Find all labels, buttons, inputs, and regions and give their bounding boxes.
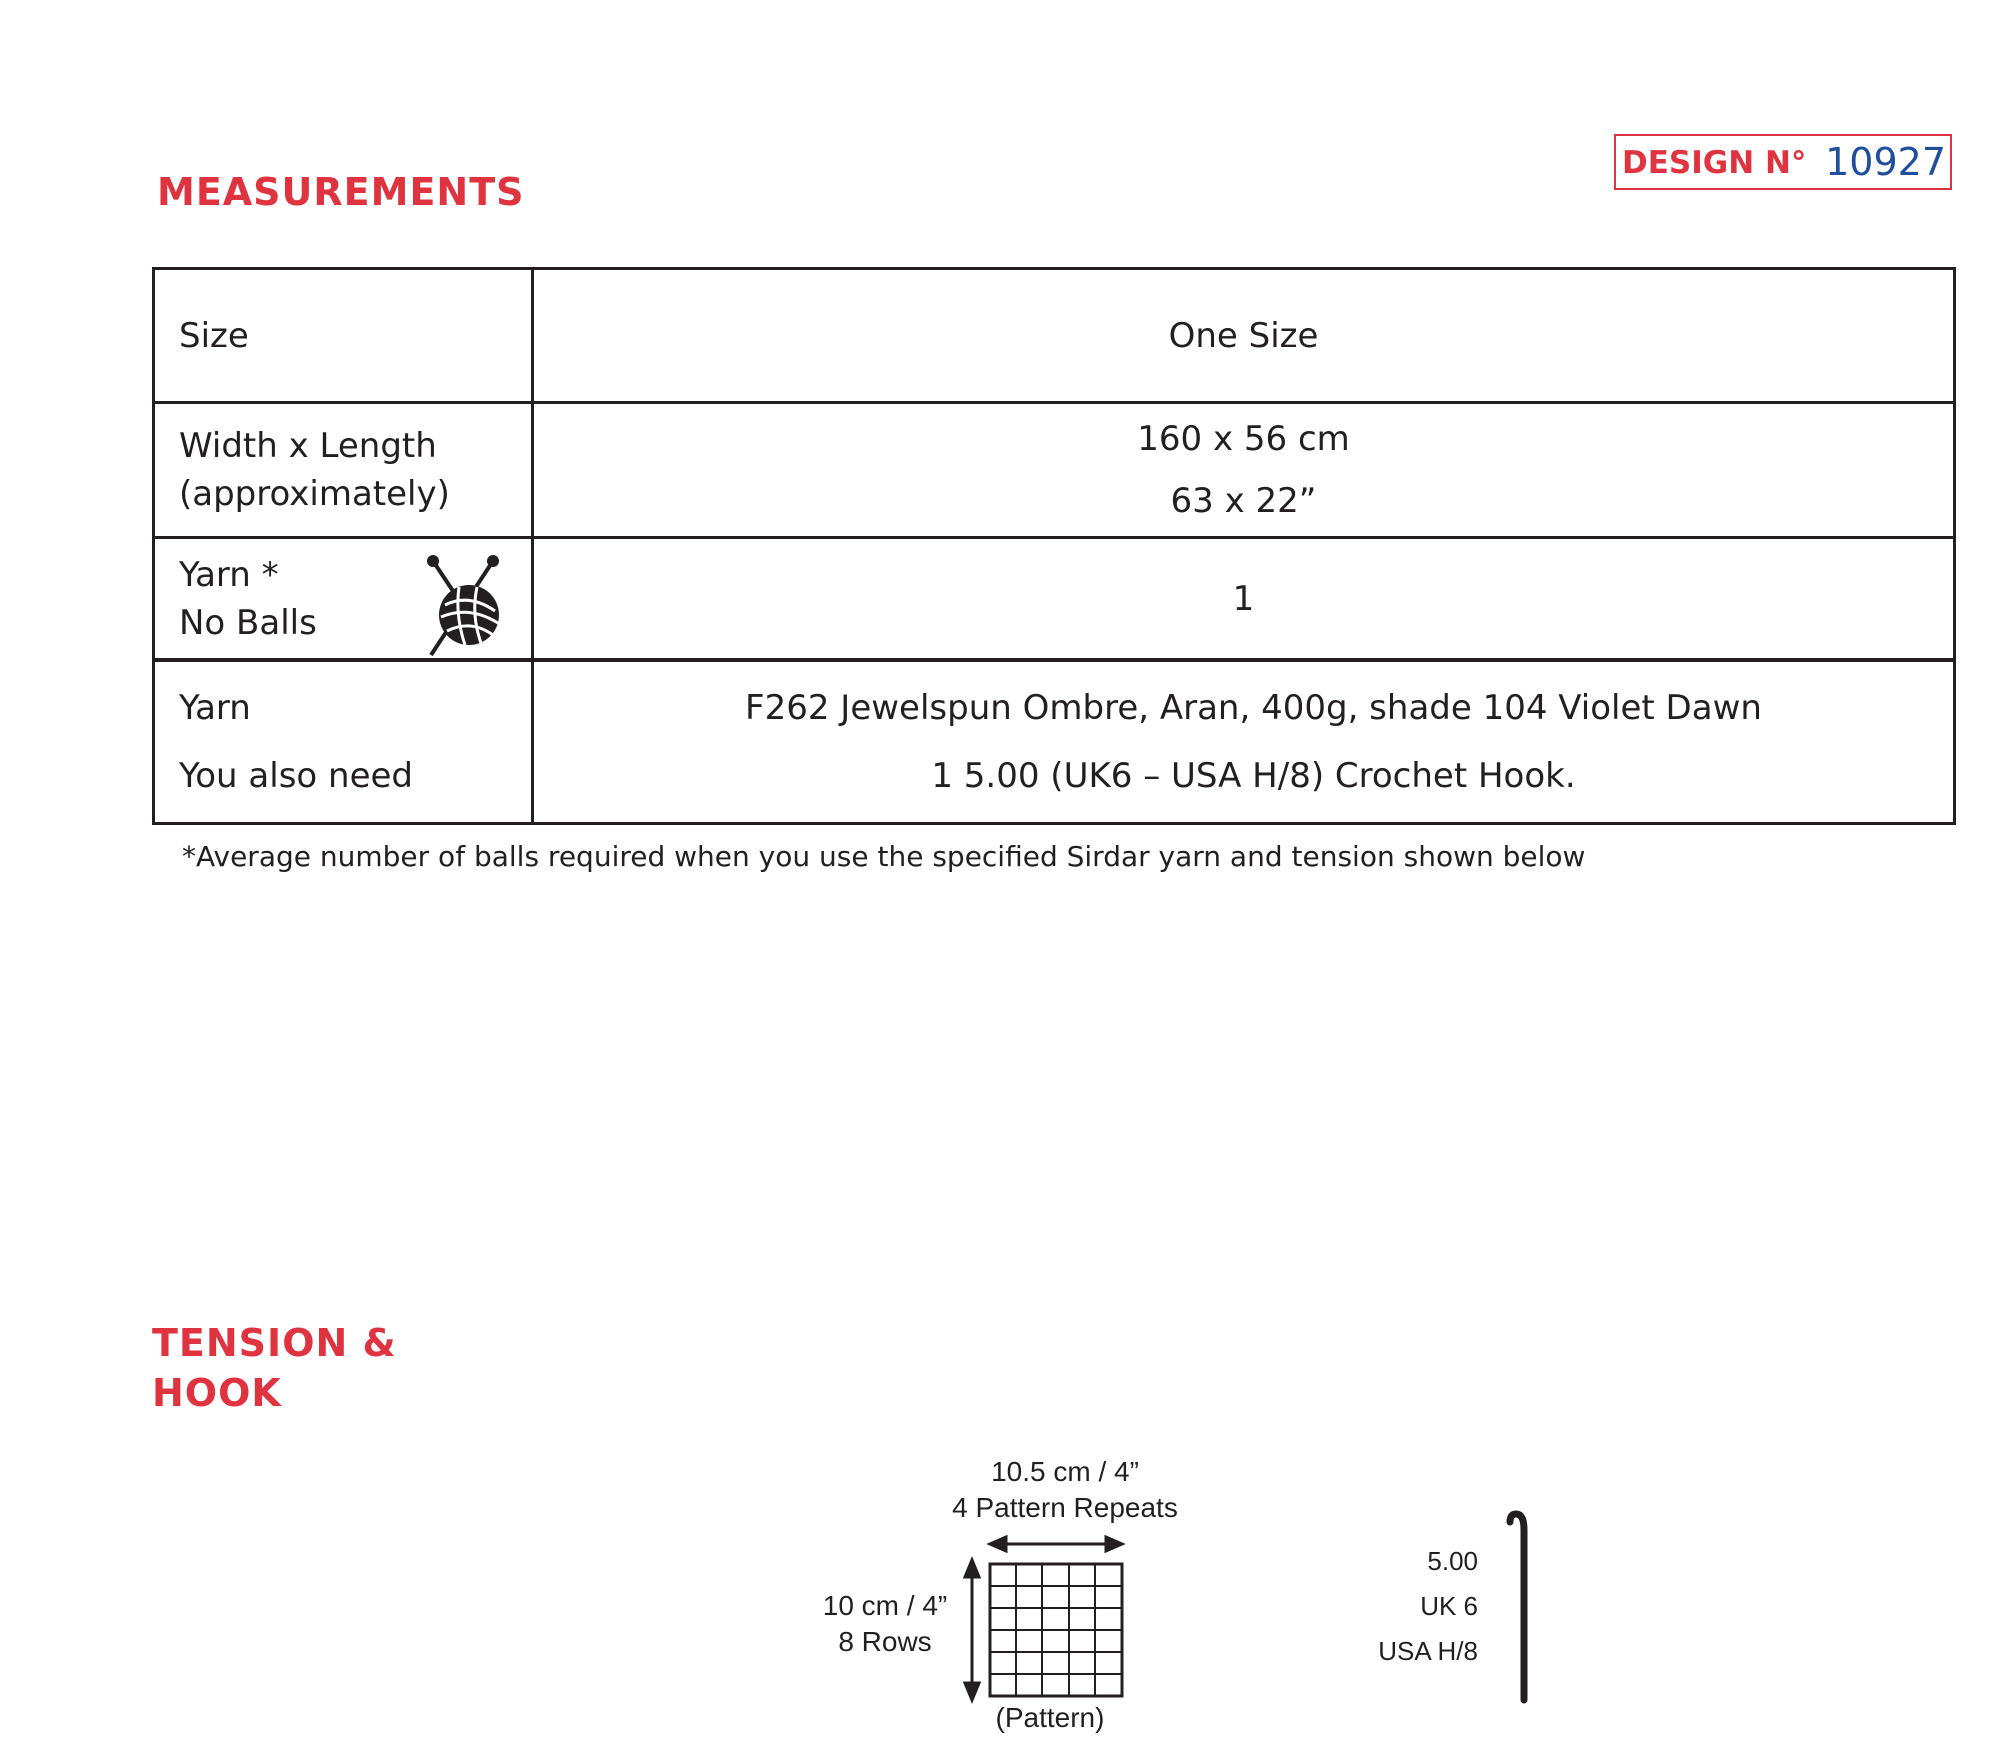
- width-length-cm: 160 x 56 cm: [1137, 419, 1350, 459]
- yarn-label: Yarn: [179, 688, 251, 728]
- width-length-in: 63 x 22”: [1170, 481, 1317, 521]
- width-length-label-line2: (approximately): [179, 474, 450, 514]
- tension-height-label: 10 cm / 4”: [822, 1590, 948, 1621]
- hook-uk-label: UK 6: [1420, 1591, 1478, 1621]
- hook-size-label: 5.00: [1427, 1546, 1478, 1576]
- balls-footnote: *Average number of balls required when you use the specified Sirdar yarn and tension shown below: [182, 840, 1586, 873]
- width-length-label-line1: Width x Length: [179, 426, 437, 466]
- crochet-hook-icon: [1510, 1514, 1524, 1700]
- tension-width-label: 10.5 cm / 4”: [991, 1456, 1139, 1487]
- tension-pattern-label: (Pattern): [995, 1702, 1105, 1733]
- tension-rows-label: 8 Rows: [838, 1626, 932, 1657]
- tension-repeats-label: 4 Pattern Repeats: [952, 1492, 1178, 1523]
- balls-label-line2: No Balls: [179, 602, 317, 643]
- size-value: One Size: [533, 269, 1955, 403]
- balls-label-line1: Yarn *: [179, 554, 279, 595]
- tension-heading-line2: HOOK: [152, 1371, 282, 1415]
- balls-value: 1: [533, 538, 1955, 661]
- measurements-heading: MEASUREMENTS: [157, 170, 525, 214]
- width-arrow: [990, 1537, 1122, 1551]
- also-need-label: You also need: [179, 756, 413, 796]
- design-number: 10927: [1825, 140, 1946, 184]
- size-label: Size: [154, 269, 533, 403]
- tension-grid: [990, 1564, 1122, 1696]
- tension-height-labels: [790, 1588, 980, 1660]
- design-label: DESIGN N°: [1622, 145, 1807, 181]
- tension-width-labels: [920, 1454, 1210, 1526]
- also-need-value: 1 5.00 (UK6 – USA H/8) Crochet Hook.: [931, 756, 1576, 796]
- yarn-value: F262 Jewelspun Ombre, Aran, 400g, shade 104 Violet Dawn: [745, 688, 1762, 728]
- hook-usa-label: USA H/8: [1378, 1636, 1478, 1666]
- tension-heading-line1: TENSION &: [152, 1321, 397, 1365]
